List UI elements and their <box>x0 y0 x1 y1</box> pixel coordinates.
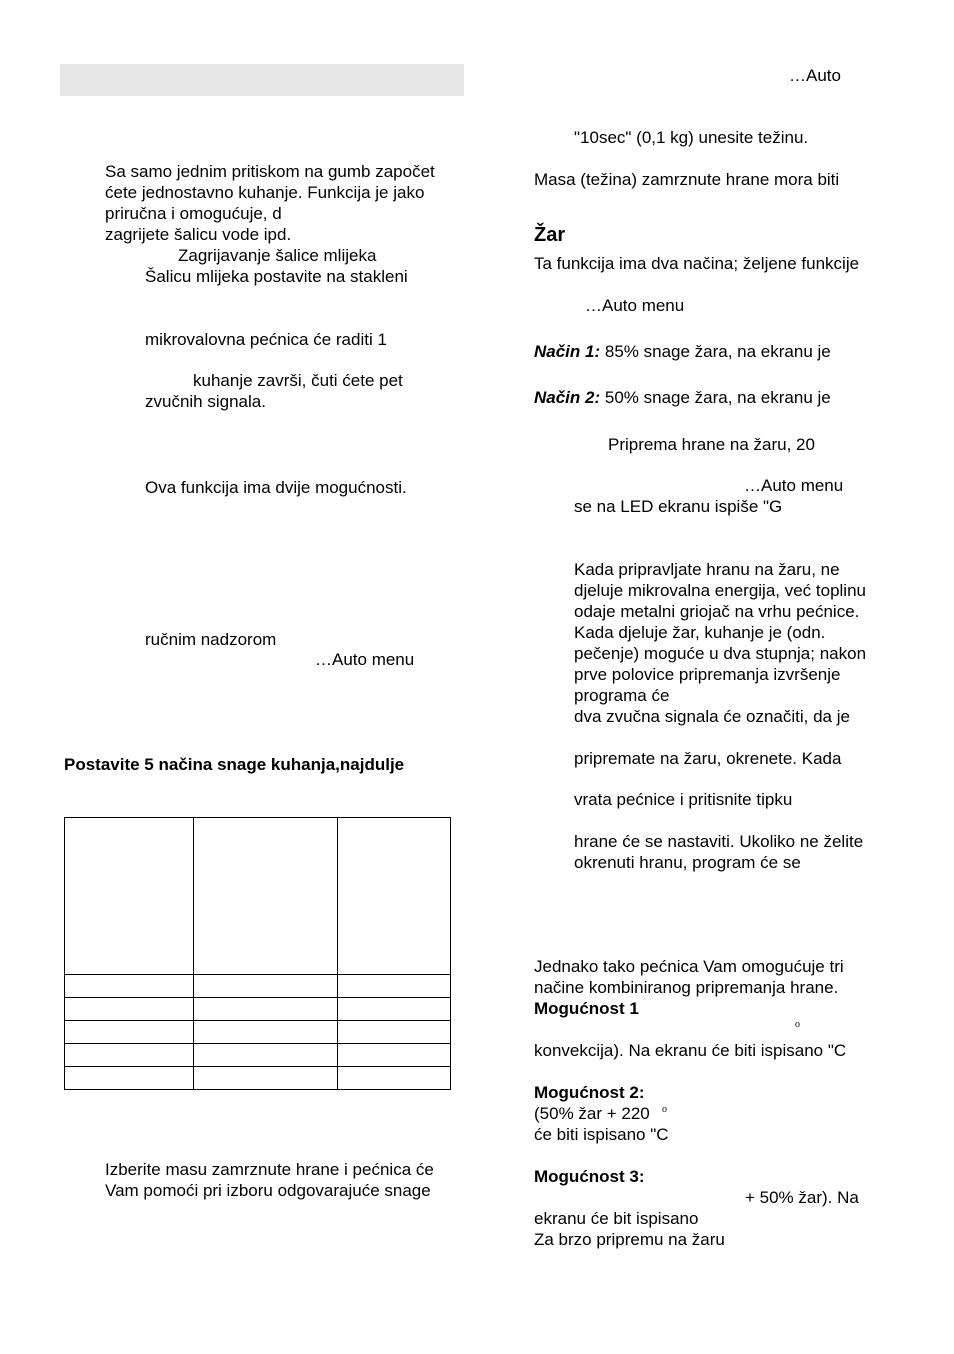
option-2-line-1 <box>534 1103 650 1124</box>
combi-intro-line-1: Jednako tako pećnica Vam omogućuje tri <box>534 957 844 976</box>
intro-line-1: Sa samo jednim pritiskom na gumb započet <box>105 162 435 181</box>
mode-2-text: 50% snage žara, na ekranu je <box>600 388 831 407</box>
table-cell <box>338 998 451 1021</box>
table-row <box>65 998 451 1021</box>
table-row <box>65 1044 451 1067</box>
table-cell <box>65 1044 194 1067</box>
intro-line-3: priručna i omogućuje, d <box>105 204 282 223</box>
defrost-line-2: Vam pomoći pri izboru odgovarajuće snage <box>105 1181 431 1200</box>
table-cell <box>338 1044 451 1067</box>
grill-heading: Žar <box>534 224 566 246</box>
auto-menu-ref-right: …Auto menu <box>744 476 844 495</box>
power-levels-table <box>64 817 451 1090</box>
table-cell <box>338 1067 451 1090</box>
table-cell <box>194 998 338 1021</box>
table-row <box>65 975 451 998</box>
led-display-line: se na LED ekranu ispiše "G <box>574 497 783 516</box>
table-cell <box>65 975 194 998</box>
table-cell <box>65 818 194 975</box>
degree-mark-1: o <box>795 1019 800 1030</box>
table-row <box>65 1021 451 1044</box>
table-cell <box>194 1021 338 1044</box>
option-2-heading: Mogućnost 2: <box>534 1083 645 1102</box>
option-1-heading: Mogućnost 1 <box>534 999 639 1018</box>
table-cell <box>338 975 451 998</box>
grill-note-line-1: Kada pripravljate hranu na žaru, ne <box>574 560 840 579</box>
combi-intro-line-2: načine kombiniranog pripremanja hrane. <box>534 978 839 997</box>
mode-2-label: Način 2: <box>534 388 601 407</box>
microwave-run-line: mikrovalovna pećnica će raditi 1 <box>145 330 387 349</box>
turn-food-line: pripremate na žaru, okrenete. Kada <box>574 749 842 768</box>
grill-note-line-2: djeluje mikrovalna energija, već toplinu <box>574 581 866 600</box>
continue-line-2: okrenuti hranu, program će se <box>574 853 801 872</box>
option-3-line-1: + 50% žar). Na <box>745 1188 859 1207</box>
signal-line-2: zvučnih signala. <box>145 392 266 411</box>
auto-ref-top: …Auto <box>789 66 841 85</box>
grill-note-line-5: pečenje) moguće u dva stupnja; nakon <box>574 644 867 663</box>
manual-supervision-line: ručnim nadzorom <box>145 630 277 649</box>
grill-note-line-6: prve polovice pripremanja izvršenje <box>574 665 841 684</box>
signal-line-1: kuhanje završi, čuti ćete pet <box>193 371 403 390</box>
mode-1-label: Način 1: <box>534 342 601 361</box>
milk-heading: Zagrijavanje šalice mlijeka <box>178 246 377 265</box>
grill-prep-line: Priprema hrane na žaru, 20 <box>608 435 815 454</box>
table-cell <box>65 998 194 1021</box>
weight-entry-line: "10sec" (0,1 kg) unesite težinu. <box>574 128 809 147</box>
table-cell <box>338 818 451 975</box>
table-cell <box>194 1067 338 1090</box>
option-3-heading: Mogućnost 3: <box>534 1167 645 1186</box>
option-1-display-line: konvekcija). Na ekranu će biti ispisano "C <box>534 1041 847 1060</box>
grill-note-line-4: Kada djeluje žar, kuhanje je (odn. <box>574 623 826 642</box>
two-options-line: Ova funkcija ima dvije mogućnosti. <box>145 478 407 497</box>
option-2-line-2: će biti ispisano "C <box>534 1125 669 1144</box>
mode-1-text: 85% snage žara, na ekranu je <box>600 342 831 361</box>
grill-note-line-7: programa će <box>574 686 670 705</box>
auto-menu-ref-grill: …Auto menu <box>585 296 685 315</box>
table-header-row <box>65 818 451 975</box>
quick-grill-line: Za brzo pripremu na žaru <box>534 1230 725 1249</box>
section-header-bar <box>60 64 464 96</box>
option-3-line-2: ekranu će bit ispisano <box>534 1209 699 1228</box>
power-levels-heading: Postavite 5 načina snage kuhanja,najdulje <box>64 755 405 774</box>
table-cell <box>194 1044 338 1067</box>
grill-note-line-3: odaje metalni griojač na vrhu pećnice. <box>574 602 860 621</box>
grill-note-line-8: dva zvučna signala će označiti, da je <box>574 707 850 726</box>
degree-mark-2: o <box>662 1104 667 1115</box>
continue-line-1: hrane će se nastaviti. Ukoliko ne želite <box>574 832 864 851</box>
intro-line-2: ćete jednostavno kuhanje. Funkcija je jako <box>105 183 425 202</box>
table-cell <box>338 1021 451 1044</box>
table-cell <box>194 818 338 975</box>
table-cell <box>65 1021 194 1044</box>
mode-1-line <box>534 341 831 362</box>
frozen-mass-line: Masa (težina) zamrznute hrane mora biti <box>534 170 840 189</box>
mode-2-line <box>534 387 831 408</box>
intro-line-4: zagrijete šalicu vode ipd. <box>105 225 292 244</box>
grill-intro-line: Ta funkcija ima dva načina; željene funkcije <box>534 254 860 273</box>
oven-door-line: vrata pećnice i pritisnite tipku <box>574 790 793 809</box>
auto-menu-ref-left: …Auto menu <box>315 650 415 669</box>
table-cell <box>194 975 338 998</box>
table-row <box>65 1067 451 1090</box>
milk-line: Šalicu mlijeka postavite na stakleni <box>145 267 408 286</box>
defrost-line-1: Izberite masu zamrznute hrane i pećnica će <box>105 1160 434 1179</box>
table-cell <box>65 1067 194 1090</box>
option-2-text: (50% žar + 220 <box>534 1104 650 1123</box>
